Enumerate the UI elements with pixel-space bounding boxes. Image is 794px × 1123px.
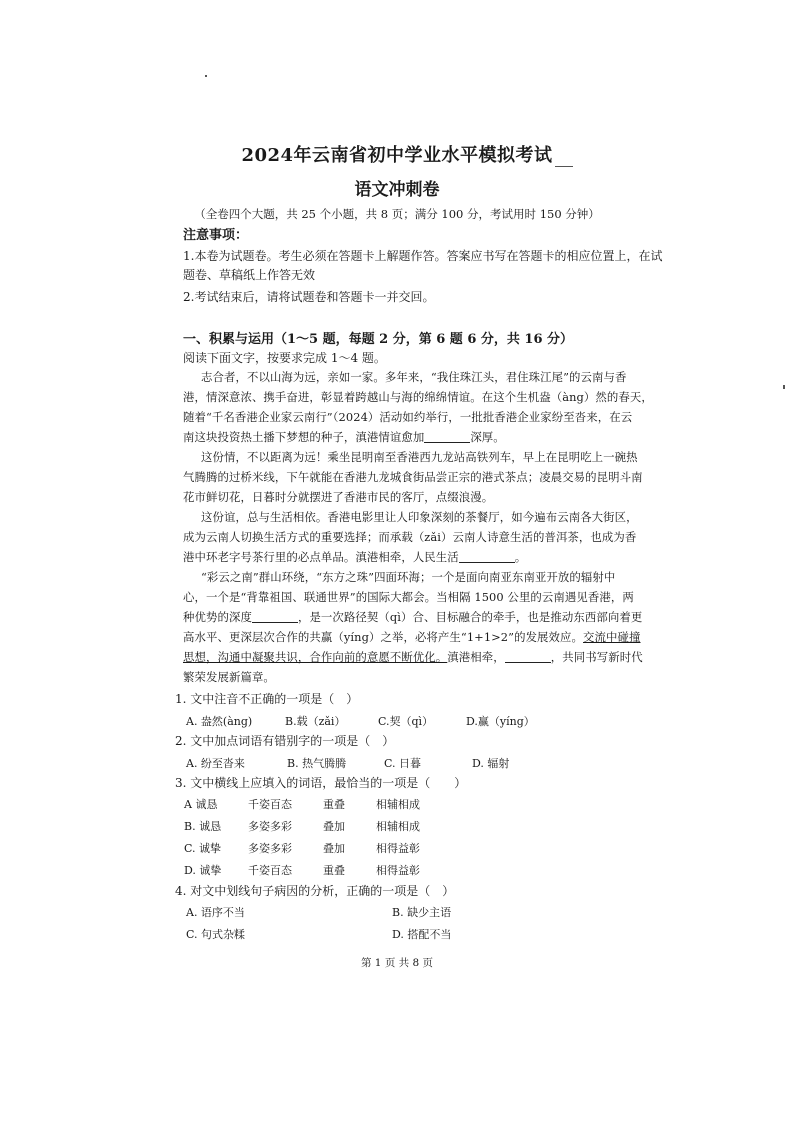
q3-option-d-word4: 相得益彰 xyxy=(376,864,420,877)
q2-option-c: C. 日暮 xyxy=(384,757,422,770)
q1-option-a: A. 盎然(àng) xyxy=(186,715,253,728)
passage-line: 繁荣发展新篇章。 xyxy=(183,670,275,684)
passage-line: 花市鲜切花，日暮时分就摆进了香港市民的客厅，点缀浪漫。 xyxy=(183,490,494,504)
passage-line xyxy=(183,429,505,445)
q3-option-c-word3: 叠加 xyxy=(323,842,345,855)
reading-intro: 阅读下面文字，按要求完成 1～4 题。 xyxy=(183,351,386,365)
passage-text: 滇港相牵， xyxy=(447,650,505,664)
scan-dot xyxy=(783,385,785,389)
passage-line: “彩云之南”群山环绕，“东方之珠”四面环海；一个是面向南亚东南亚开放的辐射中 xyxy=(201,570,616,584)
passage-line: 这份谊，总与生活相依。香港电影里让人印象深刻的茶餐厅，如今遍布云南各大街区， xyxy=(201,510,638,524)
question-1-stem: 1. 文中注音不正确的一项是（ ） xyxy=(175,692,359,706)
q3-option-c-word1: C. 诚挚 xyxy=(184,842,222,855)
passage-line: 成为云南人切换生活方式的重要选择；而承载（zǎi）云南人诗意生活的普洱茶，也成为香 xyxy=(183,530,637,544)
passage-text: 南这块投资热土播下梦想的种子，滇港情谊愈加 xyxy=(183,430,425,444)
notice-item-1-cont: 题卷、草稿纸上作答无效 xyxy=(183,268,316,282)
notice-heading: 注意事项： xyxy=(183,228,249,243)
scan-dot xyxy=(205,75,207,77)
q4-option-a: A. 语序不当 xyxy=(186,906,245,919)
q1-option-d: D.赢（yíng） xyxy=(466,715,535,728)
q1-option-c: C.契（qì） xyxy=(378,715,434,728)
q3-option-b-word1: B. 诚恳 xyxy=(184,820,222,833)
question-2-stem: 2. 文中加点词语有错别字的一项是（ ） xyxy=(175,734,395,748)
exam-title: 2024年云南省初中学业水平模拟考试 xyxy=(241,145,553,166)
question-3-stem: 3. 文中横线上应填入的词语，最恰当的一项是（ ） xyxy=(175,776,467,790)
q2-option-b: B. 热气腾腾 xyxy=(287,757,347,770)
passage-line: 随着“千名香港企业家云南行”（2024）活动如约举行，一批批香港企业家纷至沓来，在云 xyxy=(183,410,633,424)
passage-text: 。 xyxy=(514,550,527,564)
q2-option-d: D. 辐射 xyxy=(472,757,510,770)
q3-option-b-word4: 相辅相成 xyxy=(376,820,420,833)
fill-blank xyxy=(252,611,298,623)
q3-option-a-word4: 相辅相成 xyxy=(376,798,420,811)
q2-option-a: A. 纷至沓来 xyxy=(186,757,245,770)
fill-blank xyxy=(424,431,470,443)
q4-option-b: B. 缺少主语 xyxy=(392,906,452,919)
q3-option-a-word2: 千姿百态 xyxy=(248,798,292,811)
q4-option-d: D. 搭配不当 xyxy=(392,928,452,941)
q3-option-a-word1: A 诚恳 xyxy=(184,798,218,811)
q4-option-c: C. 句式杂糅 xyxy=(186,928,246,941)
passage-text: 港中环老字号茶行里的必点单品。滇港相牵，人民生活 xyxy=(183,550,459,564)
notice-item-1: 1.本卷为试题卷。考生必须在答题卡上解题作答。答案应书写在答题卡的相应位置上，在试 xyxy=(183,249,663,263)
passage-line xyxy=(183,649,643,665)
q3-option-c-word4: 相得益彰 xyxy=(376,842,420,855)
underlined-sentence: 交流中碰撞 xyxy=(583,630,641,644)
passage-line: 志合者，不以山海为远，亲如一家。多年来，“我住珠江头，君住珠江尾”的云南与香 xyxy=(201,370,627,384)
passage-line: 这份情，不以距离为远！乘坐昆明南至香港西九龙站高铁列车，早上在昆明吃上一碗热 xyxy=(201,450,638,464)
section-1-heading: 一、积累与运用（1～5 题，每题 2 分，第 6 题 6 分，共 16 分） xyxy=(183,332,574,347)
q3-option-c-word2: 多姿多彩 xyxy=(248,842,292,855)
q3-option-d-word2: 千姿百态 xyxy=(248,864,292,877)
page-footer: 第 1 页 共 8 页 xyxy=(360,957,434,969)
exam-meta: （全卷四个大题，共 25 个小题，共 8 页；满分 100 分，考试用时 150 分钟） xyxy=(194,207,600,221)
q3-option-d-word1: D. 诚挚 xyxy=(184,864,222,877)
passage-text: 深厚。 xyxy=(470,430,505,444)
passage-text: ，共同书写新时代 xyxy=(550,650,643,664)
underlined-sentence: 思想，沟通中凝聚共识，合作向前的意愿不断优化。 xyxy=(183,650,448,664)
q3-option-b-word3: 叠加 xyxy=(323,820,345,833)
passage-line xyxy=(183,609,642,625)
passage-text: 种优势的深度 xyxy=(183,610,252,624)
exam-subtitle: 语文冲刺卷 xyxy=(354,180,440,200)
passage-line: 港，情深意浓、携手奋进，彰显着跨越山与海的绵绵情谊。在这个生机盎（àng）然的春天， xyxy=(183,390,653,404)
q3-option-a-word3: 重叠 xyxy=(323,798,345,811)
q3-option-b-word2: 多姿多彩 xyxy=(248,820,292,833)
fill-blank xyxy=(459,551,515,563)
passage-text: 高水平、更深层次合作的共赢（yíng）之举，必将产生“1+1>2”的发展效应。 xyxy=(183,630,584,644)
question-4-stem: 4. 对文中划线句子病因的分析，正确的一项是（ ） xyxy=(175,884,455,898)
fill-blank xyxy=(505,651,551,663)
q3-option-d-word3: 重叠 xyxy=(323,864,345,877)
notice-item-2: 2.考试结束后，请将试题卷和答题卡一并交回。 xyxy=(183,290,435,304)
scan-mark xyxy=(555,166,573,167)
q1-option-b: B.载（zǎi） xyxy=(285,715,346,728)
passage-text: ，是一次路径契（qì）合、目标融合的牵手，也是推动东西部向着更 xyxy=(297,610,643,624)
passage-line: 气腾腾的过桥米线，下午就能在香港九龙城食街品尝正宗的港式茶点；凌晨交易的昆明斗南 xyxy=(183,470,643,484)
passage-line xyxy=(183,549,526,565)
passage-line: 心，一个是“背靠祖国、联通世界”的国际大都会。当相隔 1500 公里的云南遇见香港，两 xyxy=(183,590,634,604)
passage-line xyxy=(183,629,641,645)
